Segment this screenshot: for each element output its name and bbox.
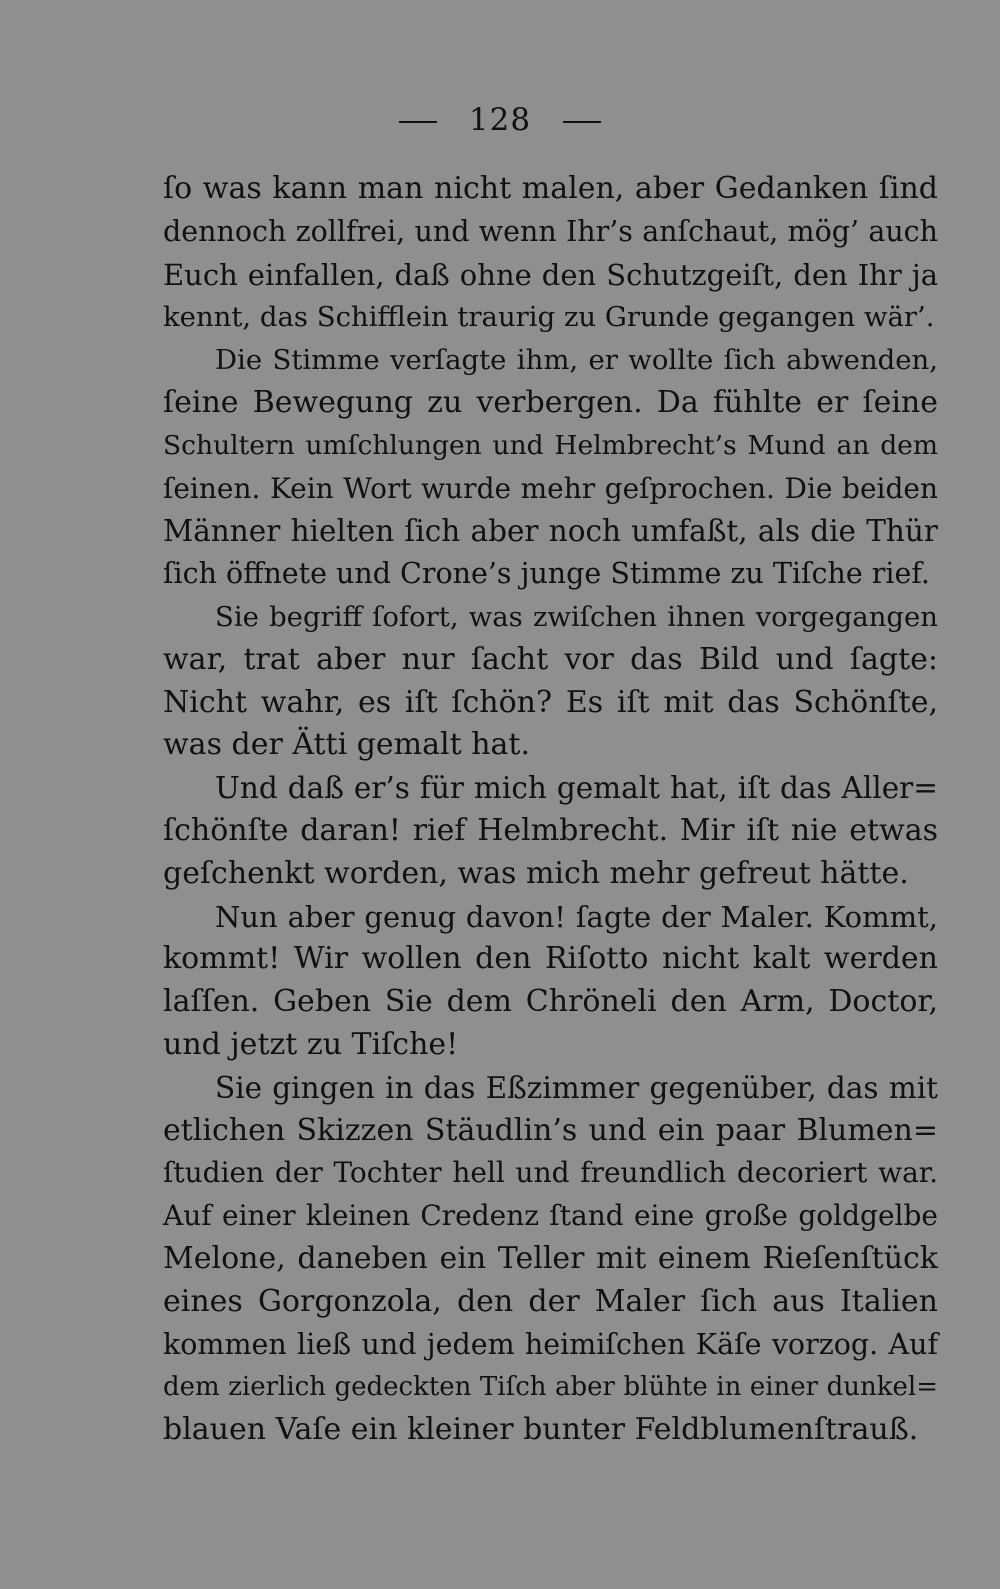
- text-line: ſeinen. Kein Wort wurde mehr geſprochen. Die beiden: [163, 471, 938, 505]
- text-line: Männer hielten ſich aber noch umfaßt, als die Thür: [163, 514, 938, 549]
- text-line: Schultern umſchlungen und Helmbrecht’s Mund an dem: [163, 429, 938, 461]
- text-line: ſo was kann man nicht malen, aber Gedanken ſind: [163, 171, 938, 206]
- page-header: [0, 102, 1000, 138]
- text-line: was der Ätti gemalt hat.: [163, 727, 530, 763]
- text-line: ſich öffnete und Crone’s junge Stimme zu Tiſche rief.: [163, 557, 930, 591]
- header-dash-left: [399, 121, 437, 123]
- text-line: kommen ließ und jedem heimiſchen Käſe vorzog. Auf: [163, 1327, 938, 1361]
- text-line: Euch einfallen, daß ohne den Schutzgeiſt, den Ihr ja: [163, 257, 938, 292]
- text-line: Nun aber genug davon! ſagte der Maler. Kommt,: [215, 899, 938, 934]
- text-line: geſchenkt worden, was mich mehr gefreut hätte.: [163, 855, 909, 891]
- text-line: Und daß er’s für mich gemalt hat, iſt das Aller=: [215, 771, 938, 806]
- text-line: Auf einer kleinen Credenz ſtand eine große goldgelbe: [163, 1199, 938, 1233]
- text-line: Die Stimme verſagte ihm, er wollte ſich abwenden,: [215, 344, 938, 377]
- text-line: kommt! Wir wollen den Riſotto nicht kalt werden: [163, 941, 938, 977]
- text-line: dennoch zollfrei, und wenn Ihr’s anſchaut, mög’ auch: [163, 214, 938, 248]
- text-line: Sie begriff ſofort, was zwiſchen ihnen vorgegangen: [215, 600, 938, 633]
- text-line: ſtudien der Tochter hell und freundlich decoriert war.: [163, 1156, 938, 1190]
- text-line: eines Gorgonzola, den der Maler ſich aus Italien: [163, 1283, 938, 1319]
- text-line: Melone, daneben ein Teller mit einem Rieſenſtück: [163, 1240, 938, 1276]
- text-line: ſchönſte daran! rief Helmbrecht. Mir iſt nie etwas: [163, 812, 938, 848]
- header-dash-right: [563, 121, 601, 123]
- text-line: blauen Vaſe ein kleiner bunter Feldblumenſtrauß.: [163, 1412, 919, 1448]
- text-line: und jetzt zu Tiſche!: [163, 1026, 459, 1062]
- text-line: dem zierlich gedeckten Tiſch aber blühte in einer dunkel=: [163, 1372, 938, 1403]
- text-line: kennt, das Schifflein traurig zu Grunde gegangen wär’.: [163, 301, 935, 334]
- page-number: 128: [468, 102, 532, 138]
- text-line: etlichen Skizzen Stäudlin’s und ein paar Blumen=: [163, 1112, 938, 1148]
- text-line: Sie gingen in das Eßzimmer gegenüber, das mit: [215, 1070, 938, 1105]
- body-text: [163, 168, 938, 1452]
- text-line: ſeine Bewegung zu verbergen. Da fühlte er ſeine: [163, 384, 938, 420]
- text-line: Nicht wahr, es iſt ſchön? Es iſt mit das Schönſte,: [163, 684, 938, 720]
- text-line: war, trat aber nur ſacht vor das Bild und ſagte:: [163, 641, 938, 677]
- text-line: laſſen. Geben Sie dem Chröneli den Arm, Doctor,: [163, 984, 938, 1020]
